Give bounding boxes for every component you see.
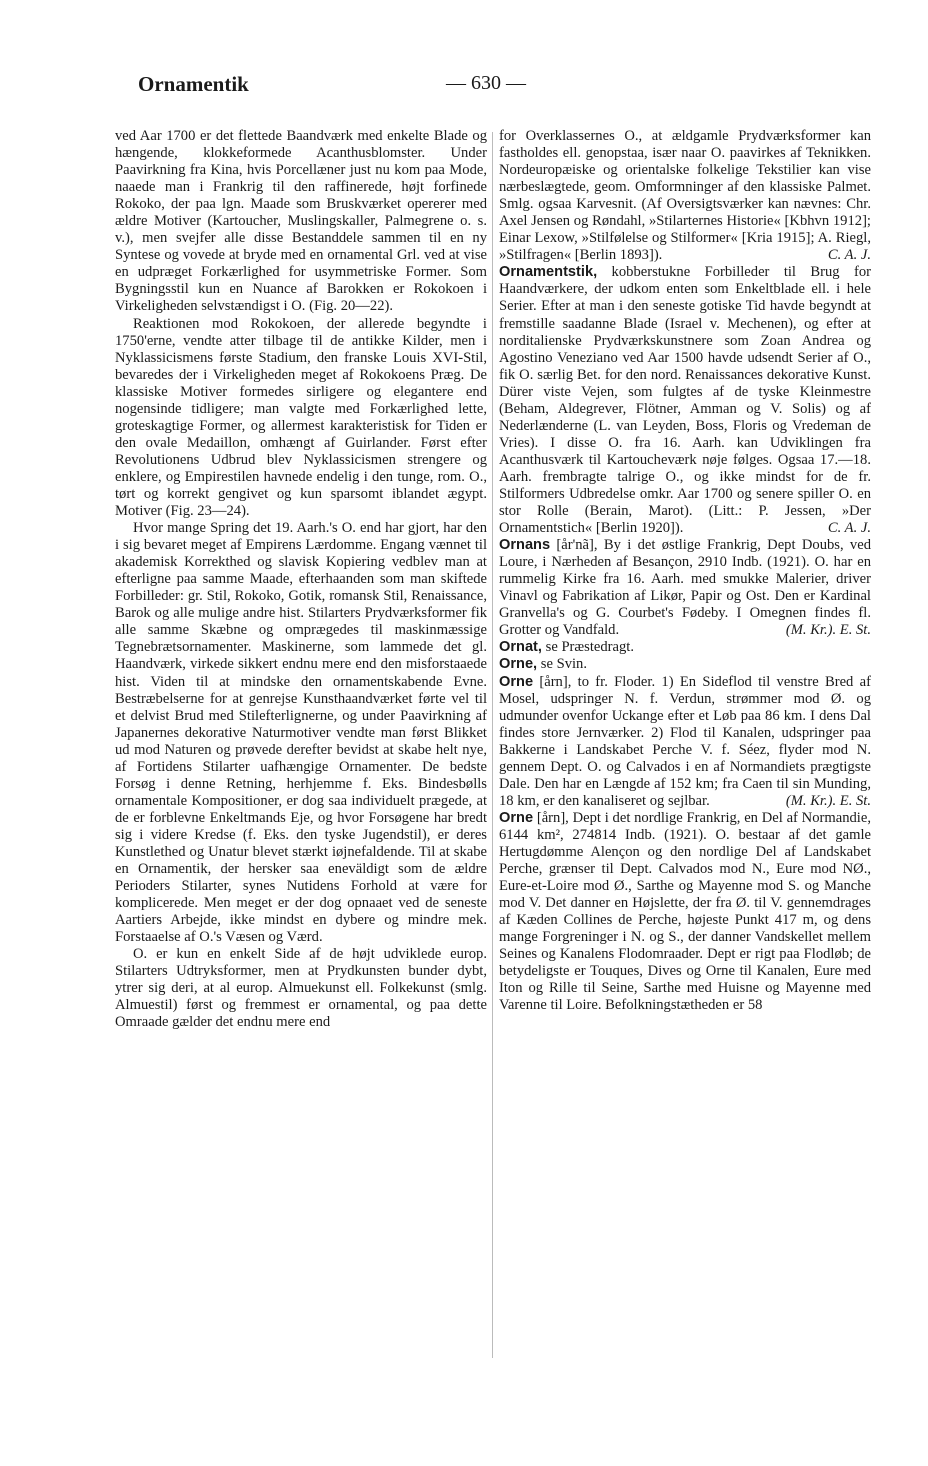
headword: Orne, [499, 656, 538, 673]
column-divider [492, 132, 493, 1358]
running-head-title: Ornamentik [138, 72, 249, 96]
paragraph: O. er kun en enkelt Side af de højt udviklede europ. Stilarters Udtryksformer, men at Prydkunsten bunder dybt, ytrer sig deri, at al europ. Almuekunst ell. Folkekunst (smlg. Almuestil) først og fremmest er ornamental, og paa dette Omraade gælder det endnu mere end [115, 946, 487, 1031]
entry-orne-svin [499, 656, 871, 673]
headword: Orne [499, 673, 534, 690]
paragraph: ved Aar 1700 er det flettede Baandværk med enkelte Blade og hængende, klokkeformede Acanthusblomster. Under Paavirkning fra Kina, hvis Porcellæner just nu kom paa Mode, naaede man i Frankrig til den raffinerede, højt forfinede Rokoko, der paa lgn. Maade som Bruskværket opererer med ældre Motiver (Kartoucher, Muslingskaller, Palmegrene o. s. v.), men svejfer alle disse Bestanddele sammen til en ny Syntese og vovede at bryde med en ornamental Grl. ved at vise en udpræget Forkærlighed for usymmetriske Former. Som Bygningsstil kun en Nuance af Barokken er Rokokoen i Virkeligheden selvstændigst i O. (Fig. 20—22). [115, 128, 487, 315]
entry-text: [årn], to fr. Floder. 1) En Sideflod til venstre Bred af Mosel, udspringer N. f. Verdun, strømmer mod Ø. og udmunder ovenfor Uckange efter et Løb paa 86 km. I dens Dal findes store Jernværker. 2) Flod til Kanalen, udspringer paa Bakkerne i Landskabet Perche V. f. Séez, flyder mod N. gennem Dept. O. og Calvados i en af Normandiets prægtigste Dale. Den har en Længde af 152 km; fra Caen til sin Munding, 18 km, er den kanaliseret og sejlbar. [499, 673, 871, 809]
page-header [116, 66, 822, 106]
author-signature: C. A. J. [827, 247, 871, 264]
entry-continued [499, 128, 871, 264]
entry-ornat [499, 639, 871, 656]
page-number: — 630 — [446, 72, 526, 94]
right-column [499, 128, 871, 1368]
paragraph: Reaktionen mod Rokokoen, der allerede begyndte i 1750'erne, vendte atter tilbage til de antikke Kilder, men i Nyklassicismens første Stadium, den franske Louis XVI-Stil, bevaredes der i Virkeligheden meget af Rokokoens Præg. De klassiske Motiver formedes sirligere og elegantere end nogensinde tidligere; man valgte med Forkærlighed lette, groteskagtige Former, og allermest karakteristisk for Tiden er den ovale Medaillon, omhængt af Guirlander. Først efter Revolutionens Udbrud blev Nyklassicismen strengere og enklere, og Empirestilen havnede endelig i den tunge, rom. O., tørt og korrekt gengivet og kun sparsomt iblandet ægypt. Motiver (Fig. 23—24). [115, 315, 487, 520]
author-signature: (M. Kr.). E. St. [785, 622, 871, 639]
entry-text: kobberstukne Forbilleder til Brug for Haandværkere, der udkom enten som Enkeltblade ell. i hele Serier. Efter at man i den seneste gotiske Tid havde begyndt at fremstille saadanne Blade (Israel v. Mechenen), og efter at norditalienske Prydværkskunstnere som Zoan Andrea og Agostino Veneziano ved Aar 1500 havde udsendt Serier af O., fik O. særlig Bet. for den nord. Renaissances dekorative Kunst. Dürer viste Vejen, som fulgtes af de tyske Kleinmestre (Beham, Aldegrever, Flötner, Amman og V. Solis) og af Nederlænderne (L. van Leyden, Boss, Floris og Vredeman de Vries). I disse O. fra 16. Aarh. kan Udviklingen fra Acanthusværk til Kartoucheværk nøje følges. Ogsaa 17.—18. Aarh. frembragte talrige O., og ikke mindst for de fr. Stilformers Udbredelse omkr. Aar 1700 og senere spiller O. en stor Rolle (Berain, Marot). (Litt.: P. Jessen, »Der Ornamentstich« [Berlin 1920]). [499, 264, 871, 537]
headword: Ornans [499, 537, 551, 554]
entry-orne-dept [499, 810, 871, 1015]
paragraph: Hvor mange Spring det 19. Aarh.'s O. end har gjort, har den i sig bevaret meget af Empirens Lærdomme. Engang vænnet til akademisk Korrekthed og slavisk Kopiering vedblev man at efterligne paa samme Maade, efterhaanden som man skiftede Forbilleder: gr. Stil, Rokoko, Gotik, romansk Stil, Renaissance, Barok og alle mulige andre hist. Stilarters Prydværksformer fik alle samme Skæbne og omprægedes til maskinmæssige Tegnebrætsornamenter. Maskinerne, som lammede det gl. Haandværk, virkede sikkert endnu mere end den misforstaaede hist. Viden til at mindske den ornamentskabende Evne. Bestræbelserne for at genrejse Kunsthaandværket førte vel til et delvist Brud med Stilefterlignerne, og under Paavirkning af Japanernes dekorative Naturmotiver vendte man først Blikket ud mod Naturen og prøvede derefter bevidst at skabe helt nye, af Fortidens Stilarter uafhængige Ornamenter. De bedste Forsøg i denne Retning, herhjemme f. Eks. Bindesbølls ornamentale Kompositioner, er dog saa individuelt prægede, at de er forblevne Enkeltmands Eje, og hvor Forsøgene har bredt sig i videre Kredse (f. Eks. den tyske Jugendstil), er deres Kunstlethed og Unatur blevet stærkt iøjnefaldende. Til at skabe en Ornamentik, der hersker saa eneväldigt som de ældre Perioders Stilarter, synes Nutidens Forhold at være for komplicerede. Men meget er der dog opnaaet ved de seneste Aartiers Arbejde, ikke mindst en dybere og mindre mek. Forstaaelse af O.'s Væsen og Værd. [115, 520, 487, 946]
entry-ornans [499, 537, 871, 639]
author-signature: (M. Kr.). E. St. [785, 792, 871, 809]
headword: Orne [499, 809, 534, 826]
entry-orne-rivers [499, 674, 871, 810]
headword: Ornamentstik, [499, 264, 598, 281]
entry-text: se Præstedragt. [545, 639, 635, 656]
entry-text: [årn], Dept i det nordlige Frankrig, en Del af Normandie, 6144 km², 274814 Indb. (1921). O. bestaar af det gamle Hertugdømme Alençon og den nordlige Del af Landskabet Perche, grænser til Dept. Calvados mod N., Eure mod NØ., Eure-et-Loire mod Ø., Sarthe og Mayenne mod S. og Manche mod V. Det danner en Højslette, der fra Ø. til V. gennemdrages af Kæden Collines de Perche, højeste Punkt 417 m, og dens mange Forgreninger i N. og S., der danner Vandskellet mellem Seines og Kanalens Flodomraader. Dept er rigt paa Flodløb; de betydeligste er Touques, Dives og Orne til Kanalen, Eure med Iton og Rille til Seine, Sarthe med Huisne og Mayenne med Varenne til Loire. Befolkningstætheden er 58 [499, 809, 871, 1014]
author-signature: C. A. J. [827, 520, 871, 537]
entry-text: for Overklassernes O., at ældgamle Prydværksformer kan fastholdes ell. genopstaa, især naar O. paavirkes af Teknikken. Nordeuropæiske og orientalske folkelige Tekstilier kan vise nærbeslægtede, geom. Omformninger af den klassiske Palmet. Smlg. ogsaa Karvesnit. (Af Oversigtsværker kan nævnes: Chr. Axel Jensen og Røndahl, »Stilarternes Historie« [Kbhvn 1912]; Einar Lexow, »Stilfølelse og Stilformer« [Kria 1915]; A. Riegl, »Stilfragen« [Berlin 1893]). [499, 128, 871, 264]
headword: Ornat, [499, 639, 542, 656]
left-column [115, 128, 487, 1368]
entry-ornamentstik [499, 264, 871, 537]
entry-text: [år'nã], By i det østlige Frankrig, Dept Doubs, ved Loure, i Nærheden af Besançon, 2910 Indb. (1921). O. har en rummelig Kirke fra 16. Aarh. med smukke Malerier, driver Vinavl og Fabrikation af Likør, Papir og Ost. Den er Kardinal Granvella's og G. Courbet's Fødeby. I Omegnen findes fl. Grotter og Vandfald. [499, 537, 871, 639]
entry-text: se Svin. [540, 656, 587, 673]
